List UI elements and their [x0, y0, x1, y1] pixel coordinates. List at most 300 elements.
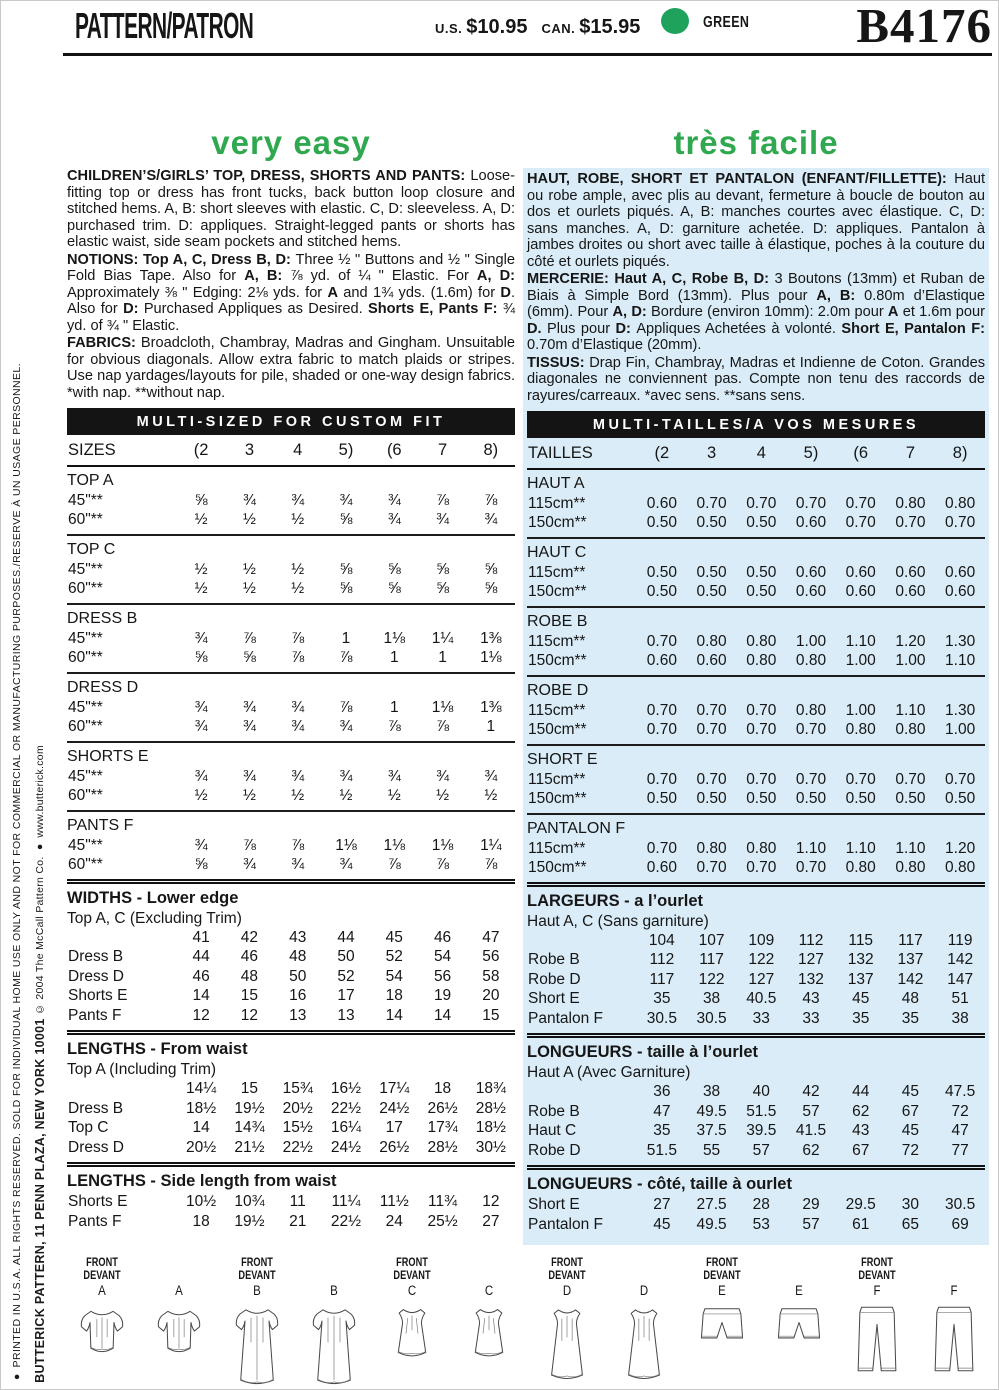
- value-cell: 4: [756, 444, 766, 462]
- value-cell: 16½: [330, 1080, 362, 1097]
- value-cell: 0.50: [746, 790, 777, 807]
- table-row: [67, 928, 515, 948]
- can-price: $15.95: [579, 16, 641, 38]
- table-row: [527, 632, 985, 652]
- value-cell: 61: [852, 1215, 870, 1233]
- value-cell: ⅞: [291, 836, 305, 854]
- value-cell: 27: [482, 1212, 500, 1230]
- value-cell: 30: [901, 1196, 920, 1213]
- sidebar-copyright: © 2004 The McCall Pattern Co. ● www.butterick.com: [34, 745, 46, 1019]
- value-cell: ¾: [242, 718, 256, 735]
- value-cell: 0.70: [646, 839, 677, 857]
- value-cell: 22½: [330, 1099, 362, 1117]
- value-cell: 7: [905, 444, 916, 462]
- value-cell: ¾: [242, 767, 256, 785]
- value-cell: 1.10: [945, 652, 976, 669]
- value-cell: ¾: [291, 491, 305, 509]
- figure-view-label: FRONT DEVANT: [83, 1257, 121, 1282]
- value-cell: 0.70: [746, 859, 777, 876]
- value-cell: 0.80: [795, 701, 827, 719]
- value-cell: 0.50: [646, 563, 677, 581]
- value-cell: 3: [244, 441, 255, 459]
- value-cell: 44: [337, 928, 355, 946]
- value-cell: 35: [653, 990, 671, 1007]
- row-label: 45"**: [68, 491, 103, 509]
- value-cell: ½: [291, 560, 305, 578]
- value-cell: 1.20: [945, 839, 976, 857]
- value-cell: 0.70: [696, 721, 727, 738]
- row-label: 60"**: [68, 787, 103, 804]
- figure-letter: A: [98, 1283, 106, 1298]
- value-cell: ¾: [387, 767, 401, 785]
- value-cell: ¾: [194, 698, 208, 716]
- value-cell: 47: [653, 1102, 671, 1120]
- value-cell: ¾: [436, 511, 450, 528]
- value-cell: ¾: [387, 511, 401, 528]
- value-cell: 26½: [427, 1099, 458, 1117]
- figure-letter: B: [330, 1283, 339, 1298]
- value-cell: 49.5: [696, 1215, 727, 1233]
- figure-letter: D: [640, 1283, 649, 1298]
- table-row: [527, 438, 985, 470]
- value-cell: 47: [482, 928, 500, 946]
- value-cell: 37.5: [696, 1122, 727, 1139]
- sidebar-address: BUTTERICK PATTERN, 11 PENN PLAZA, NEW YORK 10001: [33, 1018, 47, 1383]
- figure-view-label: [305, 1257, 364, 1283]
- value-cell: 16: [289, 987, 307, 1004]
- table-row: [527, 1009, 985, 1029]
- value-cell: 45: [901, 1083, 920, 1100]
- table-row: [67, 560, 515, 580]
- value-cell: 147: [947, 970, 974, 988]
- table-row: [527, 563, 985, 583]
- table-title-bar: MULTI-TAILLES/A VOS MESURES: [527, 411, 985, 438]
- value-cell: ¾: [242, 491, 256, 509]
- row-label: 150cm**: [528, 859, 587, 876]
- garment-drawing-icon: [530, 1301, 604, 1384]
- value-cell: 20: [482, 987, 500, 1004]
- value-cell: (6: [386, 441, 402, 459]
- table-row: [67, 855, 515, 875]
- value-cell: 0.80: [895, 721, 926, 738]
- value-cell: 72: [901, 1141, 920, 1159]
- table-title-bar: MULTI-SIZED FOR CUSTOM FIT: [67, 408, 515, 435]
- garment-drawing-icon: [142, 1301, 216, 1356]
- value-cell: 62: [852, 1102, 870, 1120]
- row-label: Dress B: [68, 948, 124, 965]
- row-label: 115cm**: [528, 563, 586, 581]
- value-cell: 1.10: [845, 632, 876, 650]
- color-name: GREEN: [703, 14, 750, 31]
- table-row: [527, 1121, 985, 1141]
- row-label: Shorts E: [68, 987, 128, 1004]
- garment-figures-row: [65, 1257, 991, 1389]
- garment-figure-b-back: [297, 1257, 371, 1389]
- section-title: LENGTHS - Side length from waist: [67, 1172, 337, 1190]
- table-group: [67, 605, 515, 674]
- header: [63, 1, 992, 53]
- row-label: [67, 928, 177, 948]
- value-cell: ¾: [291, 856, 305, 873]
- group-name: PANTS F: [67, 816, 134, 834]
- value-cell: 0.80: [746, 839, 777, 857]
- value-cell: ⅞: [484, 856, 498, 873]
- value-cell: (2: [193, 441, 209, 459]
- table-row: [67, 947, 515, 967]
- value-cell: 5): [803, 444, 819, 462]
- value-cell: 112: [798, 931, 824, 949]
- value-cell: ½: [242, 560, 256, 578]
- value-cell: 10½: [186, 1193, 217, 1210]
- table-section: [67, 1035, 515, 1167]
- sidebar: [1, 1, 63, 1389]
- value-cell: 0.70: [895, 514, 926, 531]
- table-group: [527, 815, 985, 887]
- value-cell: 0.50: [746, 514, 777, 531]
- table-row: [527, 1102, 985, 1122]
- value-cell: 18¾: [475, 1080, 506, 1097]
- value-cell: 36: [653, 1083, 671, 1100]
- value-cell: 0.80: [696, 632, 727, 650]
- value-cell: ¾: [339, 856, 353, 873]
- value-cell: 109: [748, 931, 775, 949]
- french-title: très facile: [673, 124, 839, 161]
- table-group: [67, 674, 515, 743]
- row-label: 115cm**: [528, 839, 586, 857]
- row-label: 45"**: [68, 767, 103, 785]
- figure-letter: F: [873, 1283, 881, 1298]
- row-label: 150cm**: [528, 721, 587, 738]
- value-cell: 1.00: [795, 632, 827, 650]
- value-cell: 35: [653, 1122, 671, 1139]
- value-cell: 33: [802, 1009, 820, 1027]
- row-label: Pantalon F: [528, 1009, 603, 1027]
- value-cell: ⅞: [484, 491, 498, 509]
- table-row: [67, 579, 515, 599]
- table-row: [67, 1099, 515, 1119]
- value-cell: 46: [240, 948, 259, 965]
- group-name: PANTALON F: [527, 819, 626, 837]
- value-cell: ⅞: [242, 629, 256, 647]
- value-cell: ⅞: [436, 856, 450, 873]
- table-section: [527, 1170, 985, 1239]
- value-cell: 48: [901, 990, 920, 1007]
- garment-figure-f-back: [917, 1257, 991, 1389]
- value-cell: ⅝: [484, 560, 498, 578]
- pattern-number: B4176: [856, 0, 992, 53]
- value-cell: ½: [291, 787, 305, 804]
- value-cell: 77: [951, 1141, 969, 1159]
- paragraph: TISSUS: Drap Fin, Chambray, Madras et Indienne de Coton. Grandes diagonales ne conviennent pas. Compte non tenu des raccords de rayures/carreaux. *avec sens. **sans sens.: [527, 354, 986, 404]
- row-label: Dress D: [68, 967, 124, 985]
- value-cell: 0.70: [795, 859, 827, 876]
- value-cell: 11¾: [428, 1193, 458, 1210]
- value-cell: 12: [240, 1006, 259, 1024]
- value-cell: ½: [242, 787, 256, 804]
- value-cell: 17: [385, 1119, 403, 1136]
- value-cell: ¾: [339, 718, 353, 735]
- value-cell: 17: [337, 987, 355, 1004]
- value-cell: 8): [952, 444, 968, 462]
- english-yardage-table: [67, 408, 515, 1236]
- figure-view-label: [460, 1257, 519, 1283]
- value-cell: 17¼: [379, 1080, 410, 1097]
- value-cell: 0.50: [646, 514, 677, 531]
- value-cell: ½: [484, 787, 498, 804]
- value-cell: 0.50: [845, 790, 876, 807]
- value-cell: 43: [852, 1122, 870, 1139]
- value-cell: 1.20: [895, 632, 926, 650]
- value-cell: 15: [482, 1006, 500, 1024]
- value-cell: 54: [433, 948, 452, 965]
- table-group: [527, 608, 985, 677]
- value-cell: 1.10: [845, 839, 876, 857]
- table-group: [67, 743, 515, 812]
- value-cell: 117: [898, 931, 923, 949]
- row-label: 60"**: [68, 580, 103, 597]
- value-cell: 35: [901, 1009, 920, 1027]
- value-cell: 0.50: [696, 583, 727, 600]
- value-cell: 1.00: [845, 701, 876, 719]
- value-cell: ½: [339, 787, 353, 804]
- table-row: [527, 770, 985, 790]
- value-cell: 0.60: [895, 563, 926, 581]
- value-cell: 52: [385, 948, 403, 965]
- value-cell: ⅞: [291, 629, 305, 647]
- value-cell: 0.70: [746, 701, 777, 719]
- figure-letter: F: [950, 1283, 958, 1298]
- table-row: [67, 786, 515, 806]
- value-cell: 30.5: [945, 1196, 976, 1213]
- value-cell: 142: [947, 951, 974, 968]
- value-cell: ¾: [436, 767, 450, 785]
- value-cell: 0.80: [845, 859, 876, 876]
- value-cell: 13: [289, 1006, 307, 1024]
- value-cell: ¾: [387, 491, 401, 509]
- value-cell: ⅝: [436, 560, 450, 578]
- value-cell: 1⅛: [431, 836, 454, 854]
- value-cell: 0.60: [696, 652, 727, 669]
- figure-view-label: [769, 1257, 828, 1283]
- value-cell: 19: [433, 987, 452, 1004]
- figure-view-label: FRONT DEVANT: [238, 1257, 276, 1282]
- value-cell: 0.70: [795, 770, 827, 788]
- value-cell: 0.50: [795, 790, 827, 807]
- figure-view-label: FRONT DEVANT: [393, 1257, 431, 1282]
- value-cell: 1.30: [945, 701, 976, 719]
- value-cell: 0.70: [696, 701, 727, 719]
- value-cell: 0.80: [945, 494, 976, 512]
- value-cell: 40: [752, 1083, 770, 1100]
- value-cell: 69: [951, 1215, 969, 1233]
- value-cell: 0.50: [746, 583, 777, 600]
- value-cell: 15: [240, 987, 259, 1004]
- value-cell: 47.5: [945, 1083, 976, 1100]
- row-label: TAILLES: [528, 444, 593, 462]
- value-cell: ¾: [242, 856, 256, 873]
- french-yardage-table: [527, 411, 985, 1239]
- value-cell: (2: [654, 444, 670, 462]
- figure-letter: D: [562, 1283, 571, 1298]
- value-cell: ¾: [484, 511, 498, 528]
- table-row: [67, 1212, 515, 1232]
- table-row: [67, 767, 515, 787]
- value-cell: 0.70: [696, 494, 727, 512]
- value-cell: ⅝: [484, 580, 498, 597]
- group-name: TOP C: [67, 540, 116, 558]
- value-cell: 0.70: [795, 494, 827, 512]
- value-cell: 30.5: [696, 1009, 727, 1027]
- table-row: [67, 629, 515, 649]
- value-cell: 67: [901, 1102, 920, 1120]
- value-cell: 1⅛: [383, 836, 406, 854]
- table-section: [527, 887, 985, 1039]
- value-cell: 122: [748, 951, 775, 968]
- garment-figure-d-back: [607, 1257, 681, 1389]
- section-title: LONGUEURS - taille à l’ourlet: [527, 1043, 759, 1061]
- value-cell: 26½: [379, 1138, 410, 1156]
- table-group: [527, 539, 985, 608]
- table-row: [527, 989, 985, 1009]
- paragraph: MERCERIE: Haut A, C, Robe B, D: 3 Boutons (13mm) et Ruban de Biais à Simple Bord (13mm). Plus pour A, B: 0.80m d’Elastique (6mm). Pour A, D: Bordure (environ 10mm): 2.0m pour A et 1.6m pour D. Plus pour D: Appliques Achetées à volonté. Short E, Pantalon F: 0.70m d’Elastique (20mm).: [527, 271, 985, 353]
- english-column: [67, 56, 515, 1236]
- value-cell: 45: [901, 1122, 920, 1139]
- paragraph: CHILDREN’S/GIRLS’ TOP, DRESS, SHORTS AND PANTS: Loose-fitting top or dress has front tucks, back button loop closure and stitched hems. A, B: short sleeves with elastic. C, D: sleeveless. A, D: purchased trim. D: appliques. Straight-legged pants or shorts has elastic waist, side seam pockets and stitched hems.: [67, 168, 515, 250]
- row-label: [527, 1082, 637, 1102]
- row-label: 115cm**: [528, 632, 586, 650]
- value-cell: 45: [653, 1215, 671, 1233]
- value-cell: 1.30: [945, 632, 976, 650]
- value-cell: 1.10: [795, 839, 827, 857]
- value-cell: ¾: [194, 629, 208, 647]
- value-cell: 122: [698, 970, 725, 988]
- figure-view-label: FRONT DEVANT: [857, 1257, 896, 1282]
- value-cell: 35: [852, 1009, 870, 1027]
- value-cell: 15: [240, 1080, 259, 1097]
- value-cell: 16¼: [330, 1119, 362, 1136]
- value-cell: 48: [240, 967, 259, 985]
- value-cell: ½: [194, 787, 208, 804]
- value-cell: 18: [192, 1212, 210, 1230]
- value-cell: 132: [798, 970, 824, 988]
- value-cell: 1: [341, 629, 351, 647]
- garment-drawing-icon: [840, 1301, 914, 1377]
- table-group: [67, 536, 515, 605]
- table-section: [67, 884, 515, 1036]
- value-cell: 0.70: [895, 770, 926, 788]
- value-cell: ⅞: [387, 856, 401, 873]
- section-subtitle: Top A, C (Excluding Trim): [67, 909, 242, 927]
- sidebar-publisher-text: [33, 745, 47, 1383]
- value-cell: 0.60: [945, 583, 976, 600]
- table-row: [527, 970, 985, 990]
- value-cell: 1.10: [895, 701, 926, 719]
- value-cell: 24: [385, 1212, 403, 1230]
- group-name: HAUT A: [527, 474, 585, 492]
- value-cell: 142: [897, 970, 924, 988]
- value-cell: 53: [752, 1215, 770, 1233]
- value-cell: 48: [289, 948, 307, 965]
- figure-view-label: [150, 1257, 209, 1283]
- value-cell: 1: [389, 649, 399, 666]
- row-label: 60"**: [68, 649, 103, 666]
- english-title: very easy: [211, 124, 371, 161]
- value-cell: ¾: [242, 698, 256, 716]
- french-column: [523, 56, 989, 1245]
- value-cell: ⅝: [194, 649, 208, 666]
- value-cell: ½: [291, 511, 305, 528]
- table-row: [67, 967, 515, 987]
- value-cell: 0.70: [845, 770, 876, 788]
- row-label: Dress D: [68, 1138, 124, 1156]
- table-row: [527, 513, 985, 533]
- value-cell: 12: [192, 1006, 210, 1024]
- figure-view-label: FRONT DEVANT: [703, 1257, 741, 1282]
- value-cell: 0.50: [746, 563, 777, 581]
- value-cell: 44: [192, 948, 210, 965]
- value-cell: 45: [852, 990, 870, 1007]
- garment-figure-f-front: [840, 1257, 914, 1389]
- table-row: [527, 789, 985, 809]
- value-cell: 0.60: [646, 494, 677, 512]
- value-cell: ¾: [291, 767, 305, 785]
- value-cell: 49.5: [696, 1102, 727, 1120]
- table-row: [67, 1006, 515, 1026]
- value-cell: ⅞: [436, 718, 450, 735]
- value-cell: 11: [289, 1193, 306, 1210]
- section-subtitle: Haut A, C (Sans garniture): [527, 912, 709, 930]
- row-label: 150cm**: [528, 652, 587, 669]
- section-subtitle: Haut A (Avec Garniture): [527, 1064, 691, 1081]
- value-cell: 58: [482, 967, 500, 985]
- value-cell: 0.80: [895, 494, 926, 512]
- value-cell: ⅝: [387, 580, 401, 597]
- table-group: [67, 467, 515, 536]
- row-label: Robe B: [528, 1102, 580, 1120]
- value-cell: 1.00: [895, 652, 926, 669]
- table-row: [527, 1195, 985, 1215]
- value-cell: 52: [337, 967, 355, 985]
- group-name: SHORT E: [527, 750, 598, 768]
- green-dot-icon: [661, 8, 689, 34]
- value-cell: 107: [698, 931, 725, 949]
- row-label: Short E: [528, 990, 580, 1007]
- value-cell: ⅝: [194, 491, 208, 509]
- value-cell: 1.00: [845, 652, 876, 669]
- value-cell: ⅞: [436, 491, 450, 509]
- value-cell: 41: [192, 928, 210, 946]
- garment-figure-b-front: [220, 1257, 294, 1389]
- value-cell: 0.60: [795, 583, 827, 600]
- value-cell: 0.50: [696, 514, 727, 531]
- value-cell: 27: [653, 1196, 671, 1213]
- value-cell: 0.70: [696, 770, 727, 788]
- value-cell: 3: [706, 444, 717, 462]
- value-cell: ¾: [339, 767, 353, 785]
- table-row: [527, 1082, 985, 1102]
- value-cell: ⅞: [339, 698, 353, 716]
- row-label: Shorts E: [68, 1193, 128, 1210]
- value-cell: 1: [486, 718, 496, 735]
- value-cell: 119: [947, 931, 973, 949]
- value-cell: 50: [289, 967, 307, 985]
- value-cell: 112: [649, 951, 675, 968]
- row-label: Robe D: [528, 970, 581, 988]
- row-label: Top C: [68, 1119, 109, 1136]
- value-cell: 0.60: [795, 514, 827, 531]
- value-cell: 15½: [282, 1119, 313, 1136]
- pattern-label: PATTERN/PATRON: [75, 5, 254, 46]
